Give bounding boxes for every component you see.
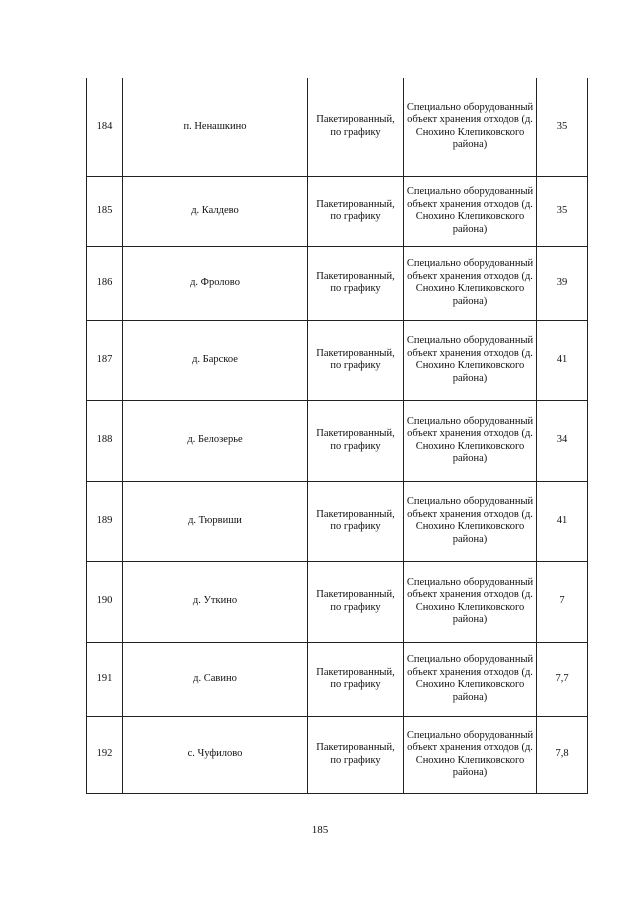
row-number-cell: 189 — [87, 481, 123, 561]
distance-cell: 41 — [537, 320, 588, 400]
collection-method-cell: Пакетированный, по графику — [308, 78, 404, 176]
facility-cell: Специально оборудованный объект хранения отходов (д. Снохино Клепиковского района) — [404, 481, 537, 561]
table-row — [87, 716, 588, 793]
table-row — [87, 320, 588, 400]
distance-cell: 35 — [537, 78, 588, 176]
row-number-cell: 184 — [87, 78, 123, 176]
settlement-cell: д. Белозерье — [123, 400, 308, 481]
distance-cell: 7 — [537, 561, 588, 642]
row-number-cell: 190 — [87, 561, 123, 642]
table-row — [87, 246, 588, 320]
distance-cell: 39 — [537, 246, 588, 320]
settlement-cell: с. Чуфилово — [123, 716, 308, 793]
facility-cell: Специально оборудованный объект хранения отходов (д. Снохино Клепиковского района) — [404, 716, 537, 793]
distance-cell: 35 — [537, 176, 588, 246]
settlement-cell: д. Калдево — [123, 176, 308, 246]
table-row — [87, 176, 588, 246]
collection-method-cell: Пакетированный, по графику — [308, 400, 404, 481]
facility-cell: Специально оборудованный объект хранения отходов (д. Снохино Клепиковского района) — [404, 400, 537, 481]
settlement-cell: д. Тюрвиши — [123, 481, 308, 561]
page-number: 185 — [311, 824, 329, 836]
distance-cell: 41 — [537, 481, 588, 561]
row-number-cell: 187 — [87, 320, 123, 400]
facility-cell: Специально оборудованный объект хранения отходов (д. Снохино Клепиковского района) — [404, 642, 537, 716]
distance-cell: 7,8 — [537, 716, 588, 793]
row-number-cell: 192 — [87, 716, 123, 793]
row-number-cell: 191 — [87, 642, 123, 716]
settlement-cell: д. Барское — [123, 320, 308, 400]
collection-method-cell: Пакетированный, по графику — [308, 642, 404, 716]
waste-collection-table — [86, 78, 588, 794]
collection-method-cell: Пакетированный, по графику — [308, 176, 404, 246]
row-number-cell: 188 — [87, 400, 123, 481]
facility-cell: Специально оборудованный объект хранения отходов (д. Снохино Клепиковского района) — [404, 320, 537, 400]
facility-cell: Специально оборудованный объект хранения отходов (д. Снохино Клепиковского района) — [404, 176, 537, 246]
facility-cell: Специально оборудованный объект хранения отходов (д. Снохино Клепиковского района) — [404, 246, 537, 320]
settlement-cell: п. Ненашкино — [123, 78, 308, 176]
collection-method-cell: Пакетированный, по графику — [308, 481, 404, 561]
distance-cell: 7,7 — [537, 642, 588, 716]
collection-method-cell: Пакетированный, по графику — [308, 716, 404, 793]
settlement-cell: д. Савино — [123, 642, 308, 716]
collection-method-cell: Пакетированный, по графику — [308, 561, 404, 642]
table-row — [87, 642, 588, 716]
collection-method-cell: Пакетированный, по графику — [308, 320, 404, 400]
table-row — [87, 561, 588, 642]
table-body — [87, 78, 588, 793]
table-row — [87, 481, 588, 561]
table-row — [87, 400, 588, 481]
facility-cell: Специально оборудованный объект хранения отходов (д. Снохино Клепиковского района) — [404, 78, 537, 176]
row-number-cell: 186 — [87, 246, 123, 320]
collection-method-cell: Пакетированный, по графику — [308, 246, 404, 320]
table-row — [87, 78, 588, 176]
distance-cell: 34 — [537, 400, 588, 481]
settlement-cell: д. Уткино — [123, 561, 308, 642]
row-number-cell: 185 — [87, 176, 123, 246]
facility-cell: Специально оборудованный объект хранения отходов (д. Снохино Клепиковского района) — [404, 561, 537, 642]
settlement-cell: д. Фролово — [123, 246, 308, 320]
